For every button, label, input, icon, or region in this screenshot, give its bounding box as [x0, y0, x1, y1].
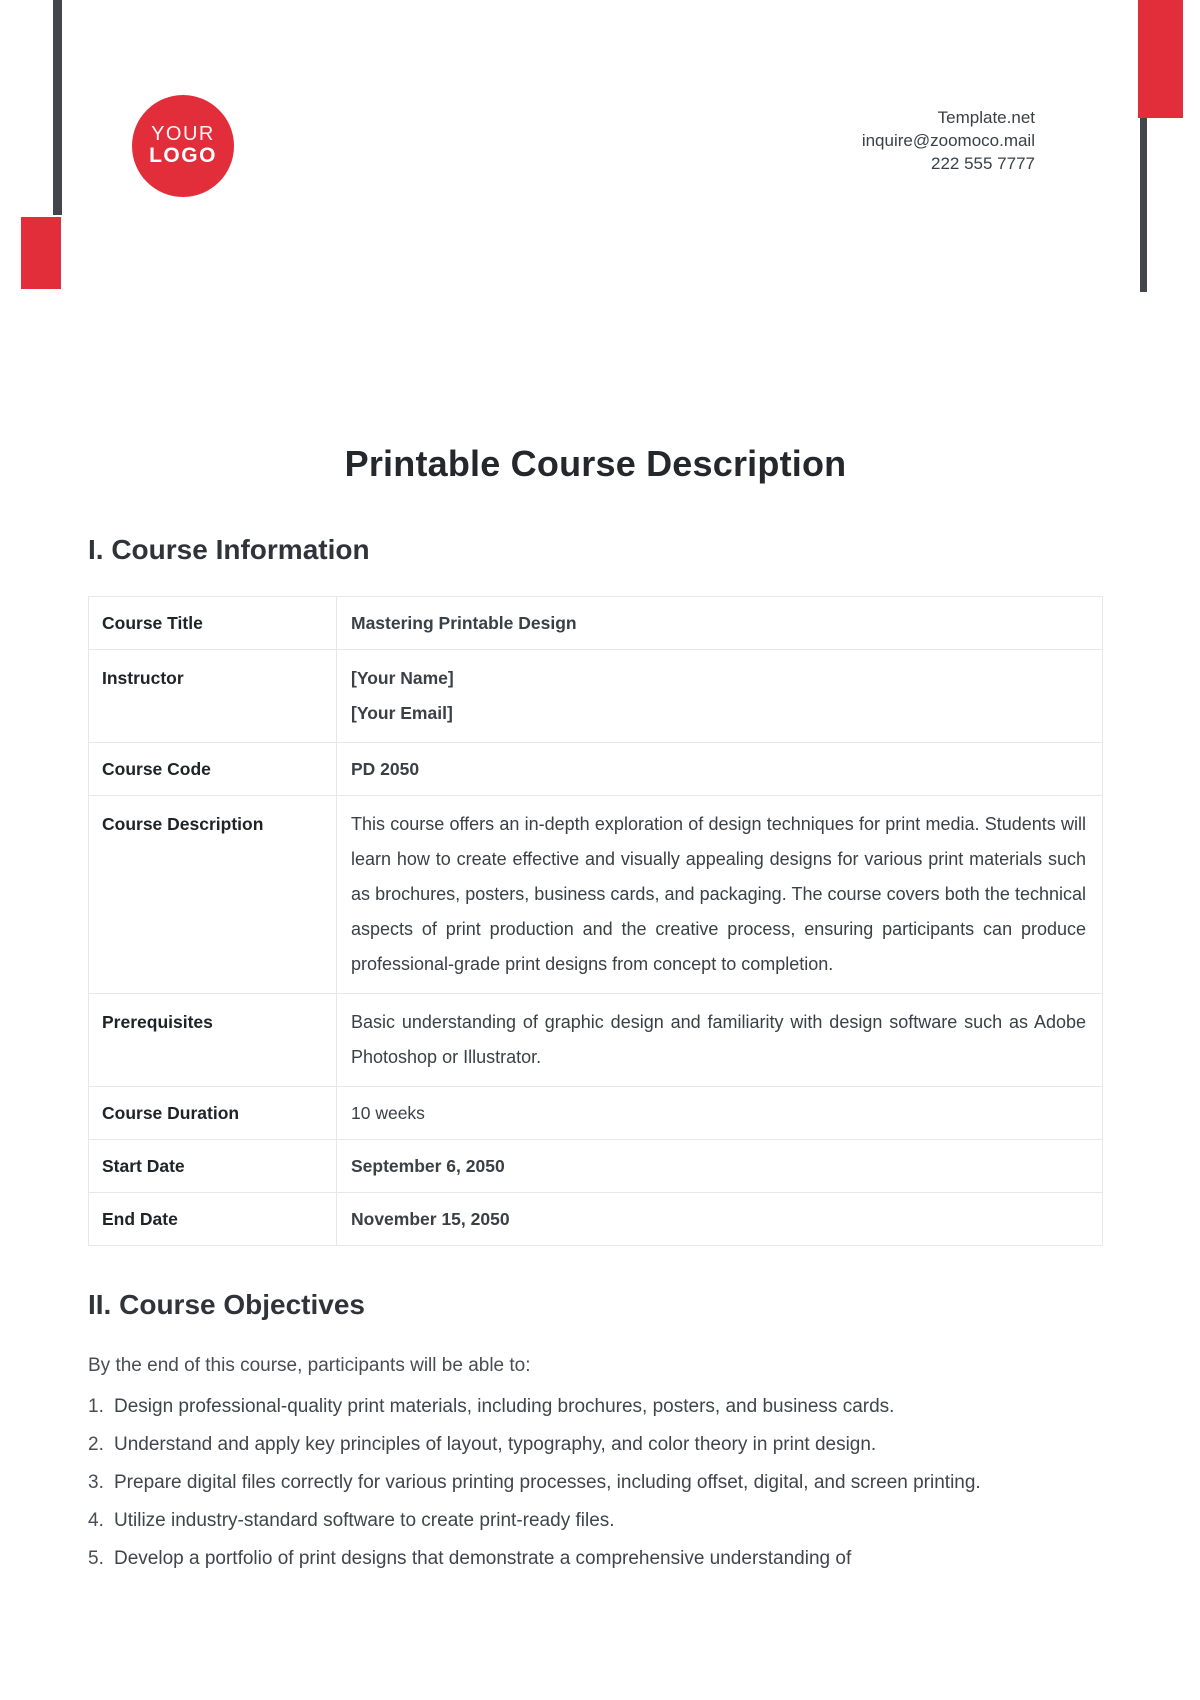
logo-text-your: YOUR: [151, 122, 215, 145]
table-row-course-duration: [89, 1087, 1103, 1140]
objective-item: Understand and apply key principles of layout, typography, and color theory in print design.: [114, 1434, 877, 1455]
page-title: Printable Course Description: [344, 443, 847, 484]
left-red-accent-block: [21, 217, 61, 289]
instructor-name: [Your Name]: [351, 668, 454, 688]
section-heading-course-information: I. Course Information: [88, 534, 370, 565]
objectives-list: [88, 1388, 1103, 1578]
left-dark-accent-bar: [53, 0, 62, 215]
document-body: [88, 0, 1103, 1578]
table-row-course-description: [89, 796, 1103, 994]
row-label: Course Description: [89, 796, 337, 994]
objective-item: Utilize industry-standard software to create print-ready files.: [114, 1510, 615, 1531]
logo-text-logo: LOGO: [149, 144, 217, 168]
row-value: 10 weeks: [337, 1087, 1103, 1140]
row-label: End Date: [89, 1193, 337, 1246]
section-heading-course-objectives: II. Course Objectives: [88, 1289, 365, 1320]
row-value: [337, 650, 1103, 743]
contact-phone: 222 555 7777: [931, 154, 1035, 173]
row-label: Course Duration: [89, 1087, 337, 1140]
table-row-instructor: [89, 650, 1103, 743]
right-red-accent-block: [1138, 0, 1183, 118]
objectives-intro: By the end of this course, participants will be able to:: [88, 1355, 531, 1376]
right-dark-accent-bar: [1140, 118, 1147, 292]
row-value: September 6, 2050: [337, 1140, 1103, 1193]
row-label: Prerequisites: [89, 994, 337, 1087]
table-row-course-code: [89, 743, 1103, 796]
row-value: PD 2050: [337, 743, 1103, 796]
row-label: Course Code: [89, 743, 337, 796]
row-value: Mastering Printable Design: [337, 597, 1103, 650]
objective-item: Prepare digital files correctly for various printing processes, including offset, digital, and screen printing.: [114, 1472, 981, 1493]
objective-item: Develop a portfolio of print designs that demonstrate a comprehensive understanding of: [114, 1548, 852, 1569]
table-row-course-title: [89, 597, 1103, 650]
row-label: Instructor: [89, 650, 337, 743]
course-information-table: [88, 596, 1103, 1246]
row-value: November 15, 2050: [337, 1193, 1103, 1246]
table-row-prerequisites: [89, 994, 1103, 1087]
instructor-email: [Your Email]: [351, 703, 453, 723]
contact-website: Template.net: [937, 108, 1035, 127]
row-value: This course offers an in-depth exploration of design techniques for print media. Students will learn how to create effective and visually appealing designs for various print materials such as brochures, posters, business cards, and packaging. The course covers both the technical aspects of print production and the creative process, ensuring participants can produce professional-grade print designs from concept to completion.: [337, 796, 1103, 994]
table-row-end-date: [89, 1193, 1103, 1246]
table-row-start-date: [89, 1140, 1103, 1193]
row-value: Basic understanding of graphic design and familiarity with design software such as Adobe Photoshop or Illustrator.: [337, 994, 1103, 1087]
row-label: Course Title: [89, 597, 337, 650]
row-label: Start Date: [89, 1140, 337, 1193]
objective-item: Design professional-quality print materials, including brochures, posters, and business cards.: [114, 1396, 895, 1417]
contact-email: inquire@zoomoco.mail: [861, 131, 1035, 150]
